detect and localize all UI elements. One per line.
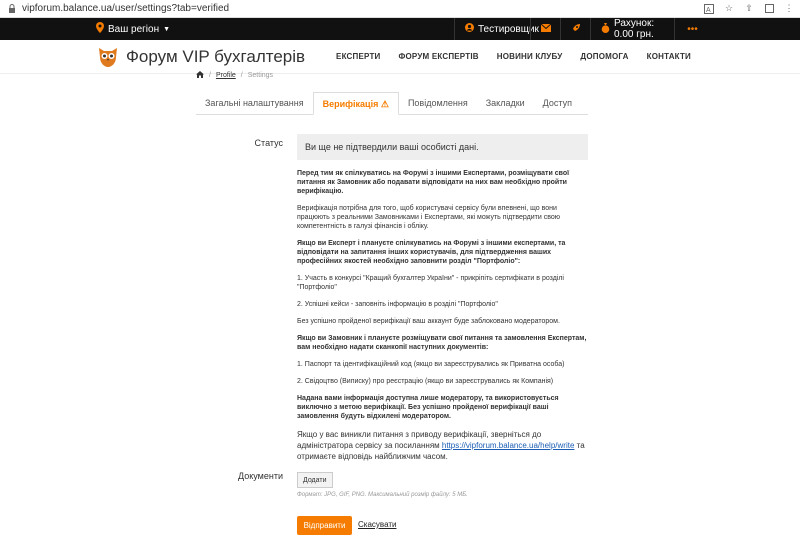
more-dots-icon: ••• bbox=[687, 23, 698, 35]
menu-icon[interactable]: ⋮ bbox=[784, 3, 794, 13]
status-message: Ви ще не підтвердили ваші особисті дані. bbox=[297, 134, 588, 160]
info-purpose: Верифікація потрібна для того, щоб користувачі сервісу були впевнені, що вони працюють з реальними Замовниками і Експертами, які можуть підтвердити свою компетентність в галузі фінансів і обліку. bbox=[297, 205, 560, 230]
info-customer-step-1: 1. Паспорт та ідентифікаційний код (якщо ви зареєструвались як Приватна особа) bbox=[297, 361, 565, 368]
main-nav bbox=[327, 52, 700, 61]
svg-text:A: A bbox=[706, 6, 711, 14]
tab-notifications[interactable]: Повідомлення bbox=[407, 98, 468, 108]
user-name: Тестировщик bbox=[478, 23, 539, 35]
money-bag-icon bbox=[601, 23, 610, 36]
region-selector[interactable] bbox=[96, 22, 170, 36]
logo-text: Форум VIP бухгалтерів bbox=[126, 46, 306, 66]
more-button[interactable] bbox=[674, 18, 710, 40]
submit-button[interactable]: Відправити bbox=[297, 516, 352, 535]
nav-item-contacts[interactable]: КОНТАКТИ bbox=[646, 52, 691, 61]
home-icon[interactable] bbox=[196, 71, 204, 80]
info-help: Якщо у вас виникли питання з приводу верифікації, зверніться до адміністратора сервісу за посиланням https://vipforum.balance.ua/help/write та отримаєте відповідь найближчим часом. bbox=[297, 430, 585, 461]
nav-item-help[interactable]: ДОПОМОГА bbox=[580, 52, 629, 61]
user-icon bbox=[465, 23, 474, 35]
breadcrumb-profile-link[interactable]: Profile bbox=[215, 72, 236, 79]
info-customer-step-2: 2. Свідоцтво (Виписку) про реєстрацію (якщо ви зареєструвались як Компанія) bbox=[297, 378, 554, 385]
info-expert-step-2: 2. Успішні кейси - заповніть інформацію в розділі "Портфоліо" bbox=[297, 301, 498, 308]
site-header bbox=[0, 40, 800, 74]
documents-label: Документи bbox=[238, 471, 283, 481]
extensions-icon[interactable] bbox=[764, 4, 774, 14]
tab-general-settings[interactable]: Загальні налаштування bbox=[205, 98, 304, 108]
rocket-icon bbox=[571, 23, 581, 36]
balance-label: Рахунок: 0.00 грн. bbox=[614, 18, 655, 40]
tab-access[interactable]: Доступ bbox=[542, 98, 572, 108]
site-logo[interactable] bbox=[96, 45, 305, 69]
info-expert-heading: Якщо ви Експерт і плануєте спілкуватись на Форумі з іншими експертами, та відповідати на запитання інших користувачів, для підтвердження ваших професійних якостей необхідно заповнити розділ "Портфоліо": bbox=[297, 240, 566, 265]
nav-item-club-news[interactable]: НОВИНИ КЛУБУ bbox=[496, 52, 563, 61]
tab-verification[interactable] bbox=[313, 92, 399, 115]
tab-verification-label: Верифікація bbox=[322, 99, 379, 109]
info-expert-step-1: 1. Участь в конкурсі "Кращий бухгалтер України" - прикріпіть сертифікати в розділі "Портфоліо" bbox=[297, 275, 564, 291]
translate-icon[interactable] bbox=[704, 4, 714, 14]
envelope-icon bbox=[541, 24, 551, 35]
breadcrumb-current: Settings bbox=[247, 72, 274, 79]
info-customer-heading: Якщо ви Замовник і плануєте розміщувати свої питання та замовлення Експертам, вам необхідно надати сканкопії наступних документів: bbox=[297, 335, 587, 351]
warning-icon: ⚠ bbox=[380, 99, 389, 109]
messages-button[interactable] bbox=[530, 18, 560, 40]
region-label: Ваш регіон bbox=[108, 23, 160, 35]
nav-item-expert-forum[interactable]: ФОРУМ ЕКСПЕРТІВ bbox=[398, 52, 479, 61]
info-privacy-note: Надана вами інформація доступна лише модератору, та використовується виключно з метою верифікації. Без успішно пройденої верифікації ваші замовлення будуть відхилені модератором. bbox=[297, 395, 559, 420]
settings-tabs bbox=[196, 92, 588, 115]
user-menu[interactable] bbox=[454, 18, 539, 40]
tab-bookmarks[interactable]: Закладки bbox=[485, 98, 525, 108]
add-document-button[interactable]: Додати bbox=[297, 472, 333, 488]
nav-item-experts[interactable]: ЕКСПЕРТИ bbox=[336, 52, 381, 61]
breadcrumb: / Profile / Settings bbox=[196, 71, 273, 80]
info-intro: Перед тим як спілкуватись на Форумі з іншими Експертами, розміщувати свої питання як Замовник або подавати відповідати на них вам необхідно пройти верифікацію. bbox=[297, 170, 570, 195]
url-text[interactable]: vipforum.balance.ua/user/settings?tab=verified bbox=[22, 3, 230, 14]
share-icon[interactable]: ⇧ bbox=[745, 3, 753, 13]
verification-info bbox=[297, 169, 589, 470]
file-format-hint: Формат: JPG, GIF, PNG. Максимальний розмір файлу: 5 МБ. bbox=[297, 492, 468, 498]
status-label: Статус bbox=[254, 138, 283, 148]
top-bar bbox=[0, 18, 800, 40]
owl-logo-icon bbox=[96, 45, 120, 69]
chevron-down-icon: ▼ bbox=[163, 25, 171, 33]
browser-address-bar[interactable] bbox=[0, 0, 800, 18]
info-block-warning: Без успішно пройденої верифікації ваш аккаунт буде заблоковано модератором. bbox=[297, 318, 560, 325]
location-pin-icon bbox=[96, 22, 104, 36]
lock-icon bbox=[6, 3, 18, 15]
feed-button[interactable] bbox=[560, 18, 590, 40]
bookmark-star-icon[interactable]: ☆ bbox=[724, 3, 734, 13]
cancel-link[interactable]: Скасувати bbox=[358, 520, 397, 529]
help-write-link[interactable]: https://vipforum.balance.ua/help/write bbox=[441, 441, 575, 450]
balance-button[interactable] bbox=[590, 18, 674, 40]
